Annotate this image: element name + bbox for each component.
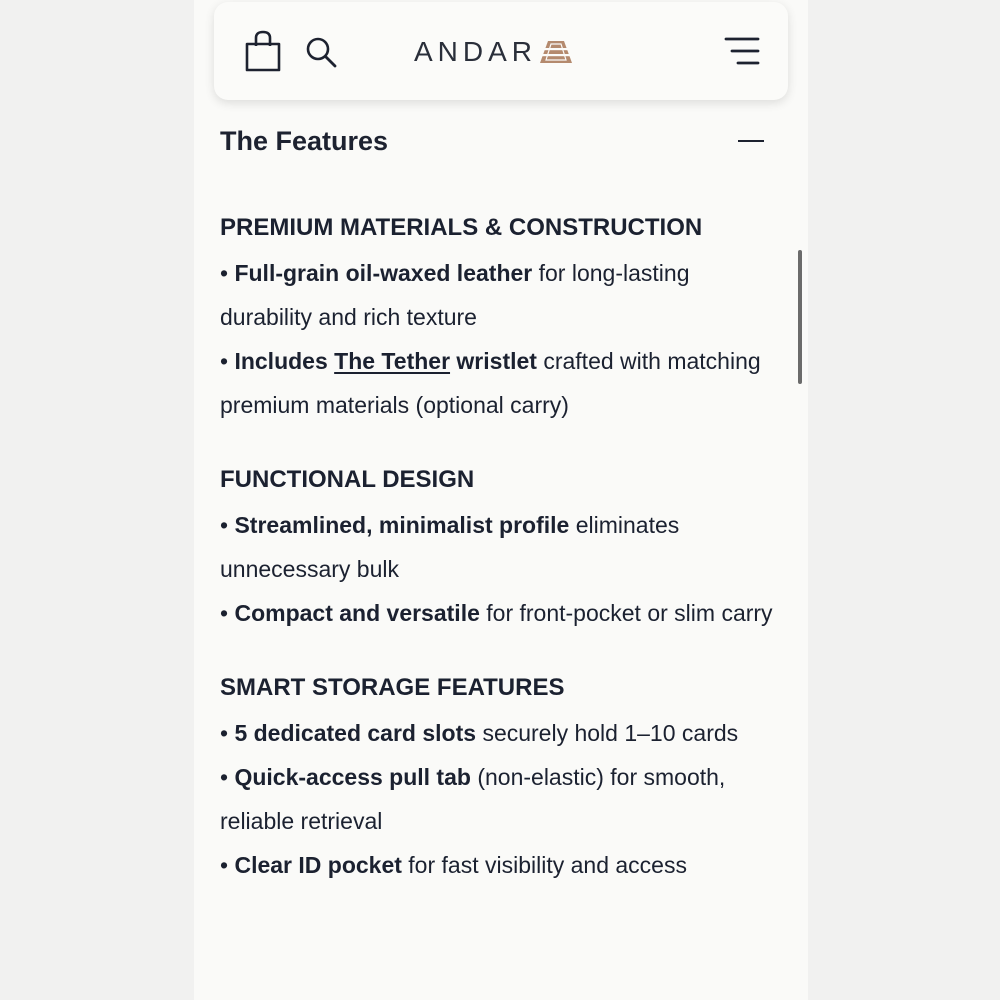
scrollbar[interactable]	[798, 250, 802, 384]
brand-mark-icon	[539, 40, 573, 64]
list-item: • Clear ID pocket for fast visibility and access	[220, 852, 687, 878]
the-tether-link[interactable]: The Tether	[334, 348, 451, 374]
list-item: • Includes The Tether wristlet crafted with matching premium materials (optional carry)	[220, 348, 761, 418]
section-materials	[220, 205, 780, 427]
hamburger-menu-icon[interactable]	[724, 36, 760, 66]
site-header	[214, 2, 788, 100]
brand-logo[interactable]	[414, 32, 573, 72]
brand-name: ANDAR	[414, 36, 538, 67]
list-item: • Compact and versatile for front-pocket or slim carry	[220, 600, 773, 626]
bag-icon[interactable]	[244, 30, 282, 72]
list-item: • Streamlined, minimalist profile eliminates unnecessary bulk	[220, 512, 680, 582]
features-heading[interactable]: The Features	[220, 126, 389, 156]
section-storage	[220, 665, 780, 887]
section-title: PREMIUM MATERIALS & CONSTRUCTION	[220, 214, 703, 241]
section-design	[220, 457, 780, 635]
search-icon[interactable]	[304, 35, 338, 69]
list-item: • 5 dedicated card slots securely hold 1–10 cards	[220, 720, 739, 746]
features-content	[220, 205, 780, 917]
list-item: • Full-grain oil-waxed leather for long-lasting durability and rich texture	[220, 260, 690, 330]
section-title: SMART STORAGE FEATURES	[220, 674, 565, 701]
minus-icon	[738, 140, 764, 142]
section-title: FUNCTIONAL DESIGN	[220, 466, 475, 493]
collapse-toggle-button[interactable]	[737, 128, 765, 154]
product-page	[194, 0, 808, 1000]
list-item: • Quick-access pull tab (non-elastic) for smooth, reliable retrieval	[220, 764, 726, 834]
